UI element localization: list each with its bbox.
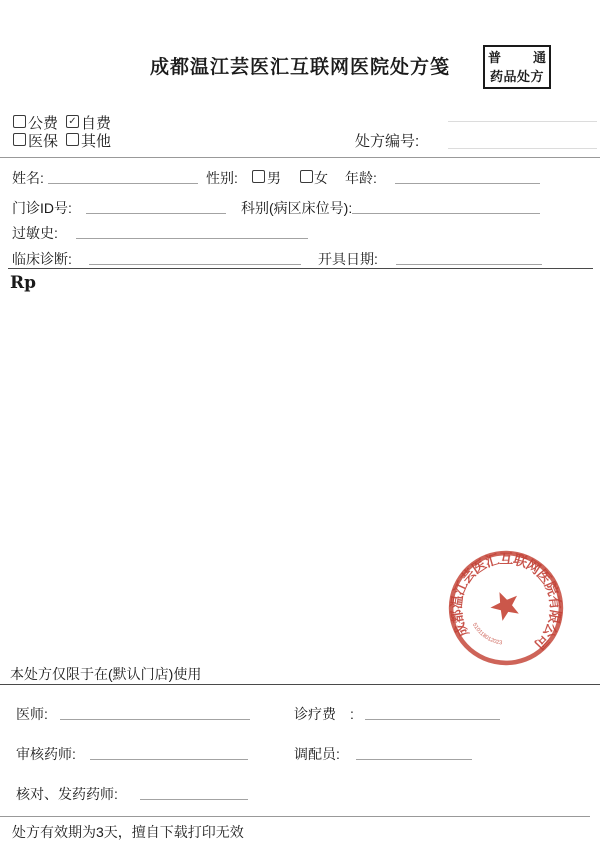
name-label: 姓名:: [12, 170, 44, 186]
prescription-no-label: 处方编号:: [355, 133, 420, 150]
physician-label: 医师:: [16, 706, 48, 722]
divider: [0, 157, 600, 158]
checkbox-female-icon: [300, 170, 313, 183]
rp-symbol: Rp: [10, 273, 37, 293]
physician-field: [60, 704, 250, 720]
department-field: [352, 198, 540, 214]
check-pharmacist-field: [140, 784, 248, 800]
dispenser-field: [356, 744, 472, 760]
female-label: 女: [314, 170, 328, 186]
name-field: [48, 168, 198, 184]
checkbox-mark: ✓: [68, 116, 77, 127]
hospital-seal: [445, 547, 567, 669]
review-pharmacist-field: [90, 744, 248, 760]
store-note: 本处方仅限于在(默认门店)使用: [10, 666, 202, 682]
gender-label: 性别:: [206, 170, 238, 186]
age-field: [395, 168, 540, 184]
check-pharmacist-label: 核对、发药药师:: [16, 786, 118, 802]
diagnosis-field: [89, 249, 301, 265]
checkbox-male-icon: [252, 170, 265, 183]
fee-label: 诊疗费 :: [294, 706, 354, 722]
outpatient-id-label: 门诊ID号:: [12, 200, 72, 216]
issue-date-field: [396, 249, 542, 265]
svg-text:510118012023: [471, 618, 504, 651]
checkbox-public-expense-icon: [13, 115, 26, 128]
prescription-no-field: [448, 148, 597, 149]
payment-option-self-label: 自费: [81, 115, 112, 132]
checkbox-other-icon: [66, 133, 79, 146]
diagnosis-label: 临床诊断:: [12, 251, 72, 267]
page-title: 成都温江芸医汇互联网医院处方笺: [149, 57, 450, 78]
male-label: 男: [267, 170, 281, 186]
divider: [0, 684, 600, 685]
fee-field: [365, 704, 500, 720]
dispenser-label: 调配员:: [294, 746, 340, 762]
seal-ring-text: 成都温江芸医汇互联网医院有限公司: [448, 551, 564, 653]
prescription-no-line-top: [448, 121, 597, 122]
issue-date-label: 开具日期:: [318, 251, 378, 267]
department-label: 科别(病区床位号):: [241, 200, 353, 216]
allergy-label: 过敏史:: [12, 225, 58, 241]
validity-note: 处方有效期为3天，擅自下载打印无效: [12, 824, 244, 840]
allergy-field: [76, 223, 308, 239]
seal-serial-number: 510118012023: [470, 622, 503, 647]
outpatient-id-field: [86, 198, 226, 214]
prescription-type-box: [483, 45, 551, 89]
payment-option-insurance-label: 医保: [28, 133, 59, 150]
seal-star-icon: [486, 586, 524, 623]
type-box-line2: 药品处方: [489, 69, 544, 84]
review-pharmacist-label: 审核药师:: [16, 746, 76, 762]
age-label: 年龄:: [345, 170, 377, 186]
type-box-line1: 普 通: [488, 50, 546, 65]
payment-option-public-label: 公费: [28, 115, 59, 132]
payment-option-other-label: 其他: [81, 133, 112, 150]
checkbox-insurance-icon: [13, 133, 26, 146]
divider: [8, 268, 593, 269]
divider: [0, 816, 590, 817]
checkbox-self-pay-icon: [66, 115, 79, 128]
